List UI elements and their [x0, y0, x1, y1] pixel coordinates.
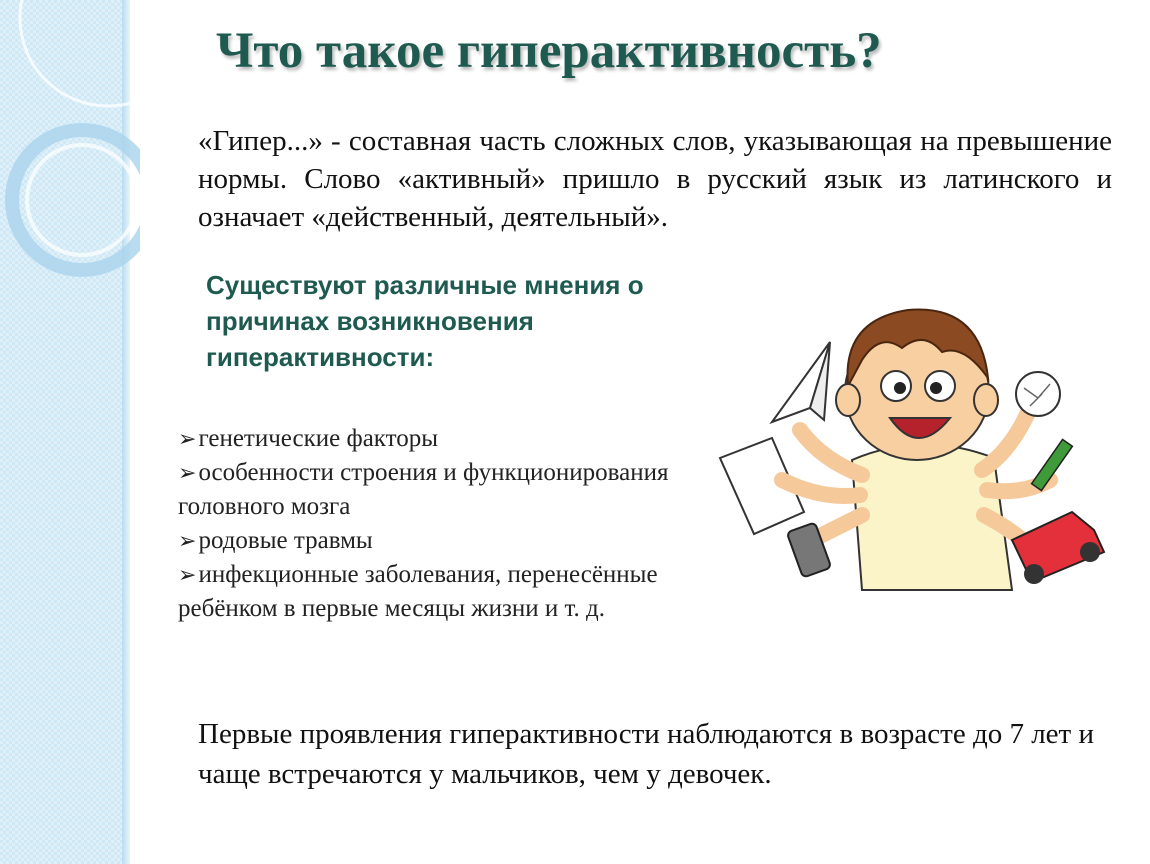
cause-text: особенности строения и функционирования головного мозга: [178, 459, 669, 520]
arrow-bullet-icon: ➢: [178, 460, 197, 485]
intro-paragraph: «Гипер...» - составная часть сложных слов, указывающая на превышение нормы. Слово «активный» пришло в русский язык из латинского и означает «действенный, деятельный».: [198, 125, 1112, 233]
cause-text: родовые травмы: [198, 527, 373, 554]
footer-paragraph: Первые проявления гиперактивности наблюдаются в возрасте до 7 лет и чаще встречаются у мальчиков, чем у девочек.: [198, 718, 1094, 790]
arrow-bullet-icon: ➢: [178, 528, 197, 553]
causes-list: [178, 422, 738, 626]
arrow-bullet-icon: ➢: [178, 562, 197, 587]
page-title: Что такое гиперактивность?: [216, 23, 882, 79]
hyperactive-boy-illustration: [712, 290, 1122, 600]
list-item: [178, 456, 738, 524]
cause-text: инфекционные заболевания, перенесённые ребёнком в первые месяцы жизни и т. д.: [178, 561, 658, 622]
opinions-heading: Существуют различные мнения о причинах возникновения гиперактивности:: [206, 270, 644, 372]
list-item: [178, 558, 738, 626]
arrow-bullet-icon: ➢: [178, 426, 197, 451]
list-item: [178, 422, 738, 456]
cause-text: генетические факторы: [198, 425, 439, 452]
list-item: [178, 524, 738, 558]
decorative-circles-icon: [0, 0, 140, 330]
